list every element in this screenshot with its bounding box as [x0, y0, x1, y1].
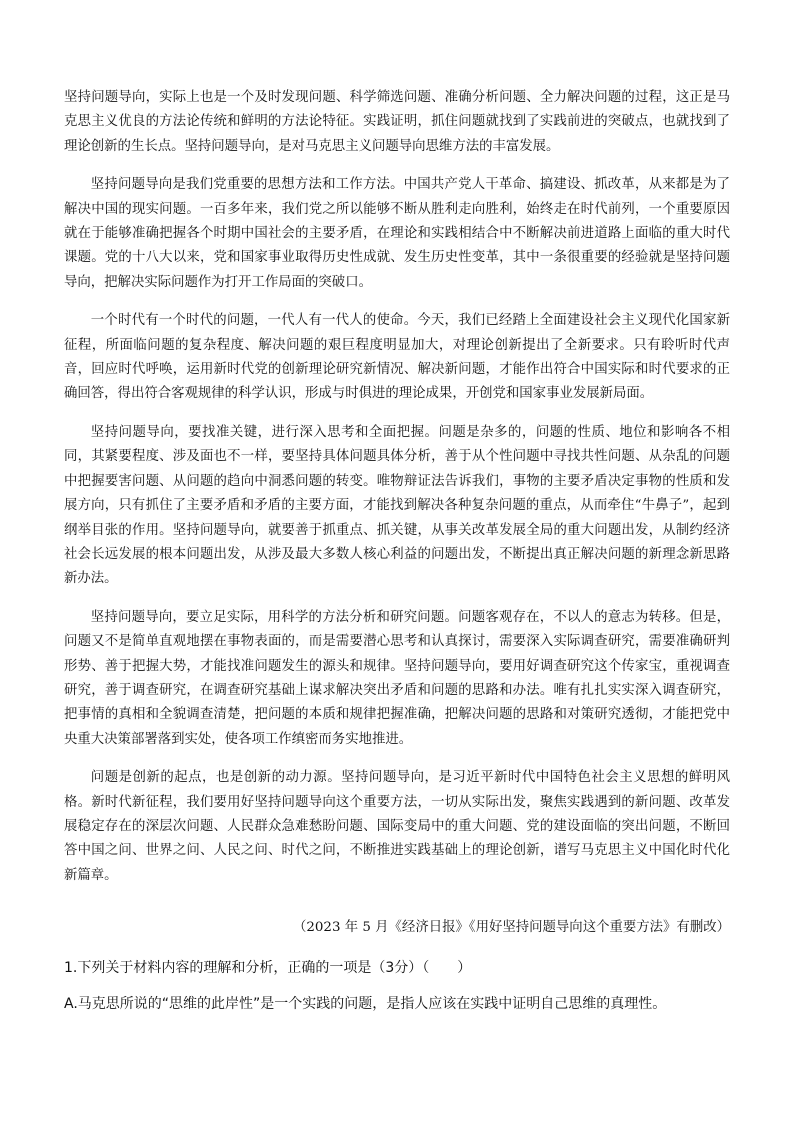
paragraph-3: 一个时代有一个时代的问题，一代人有一代人的使命。今天，我们已经踏上全面建设社会主义现代化国家新征程，所面临问题的复杂程度、解决问题的艰巨程度明显加大，对理论创新提出了全新要求。只有聆听时代声音，回应时代呼唤，运用新时代党的创新理论研究新情况、解决新问题，才能作出符合中国实际和时代要求的正确回答，得出符合客观规律的科学认识，形成与时俱进的理论成果，开创党和国家事业发展新局面。 [64, 313, 730, 402]
answer-option-a: A.马克思所说的“思维的此岸性”是一个实践的问题，是指人应该在实践中证明自己思维的真理性。 [64, 996, 667, 1012]
paragraph-6: 问题是创新的起点，也是创新的动力源。坚持问题导向，是习近平新时代中国特色社会主义思想的鲜明风格。新时代新征程，我们要用好坚持问题导向这个重要方法，一切从实际出发，聚焦实践遇到的新问题、改革发展稳定存在的深层次问题、人民群众急难愁盼问题、国际变局中的重大问题、党的建设面临的突出问题，不断回答中国之问、世界之问、人民之问、时代之问，不断推进实践基础上的理论创新，谱写马克思主义中国化时代化新篇章。 [64, 770, 730, 883]
source-citation: （2023 年 5 月《经济日报》《用好坚持问题导向这个重要方法》有删改） [293, 920, 730, 935]
paragraph-2: 坚持问题导向是我们党重要的思想方法和工作方法。中国共产党人干革命、搞建设、抓改革，从来都是为了解决中国的现实问题。一百多年来，我们党之所以能够不断从胜利走向胜利，始终走在时代前列，一个重要原因就在于能够准确把握各个时期中国社会的主要矛盾，在理论和实践相结合中不断解决前进道路上面临的重大时代课题。党的十八大以来，党和国家事业取得历史性成就、发生历史性变革，其中一条很重要的经验就是坚持问题导向，把解决实际问题作为打开工作局面的突破口。 [64, 177, 730, 290]
paragraph-5: 坚持问题导向，要立足实际，用科学的方法分析和研究问题。问题客观存在，不以人的意志为转移。但是，问题又不是简单直观地摆在事物表面的，而是需要潜心思考和认真探讨，需要深入实际调查研究，需要准确研判形势、善于把握大势，才能找准问题发生的源头和规律。坚持问题导向，要用好调查研究这个传家宝，重视调查研究，善于调查研究，在调查研究基础上谋求解决突出矛盾和问题的思路和办法。唯有扎扎实实深入调查研究，把事情的真相和全貌调查清楚，把问题的本质和规律把握准确，把解决问题的思路和对策研究透彻，才能把党中央重大决策部署落到实处，使各项工作缜密而务实地推进。 [64, 609, 730, 747]
paragraph-4: 坚持问题导向，要找准关键，进行深入思考和全面把握。问题是杂多的，问题的性质、地位和影响各不相同，其紧要程度、涉及面也不一样，要坚持具体问题具体分析，善于从个性问题中寻找共性问题、从杂乱的问题中把握要害问题、从问题的趋向中洞悉问题的转变。唯物辩证法告诉我们，事物的主要矛盾决定事物的性质和发展方向，只有抓住了主要矛盾和矛盾的主要方面，才能找到解决各种复杂问题的重点，从而牵住“牛鼻子”，起到纲举目张的作用。坚持问题导向，就要善于抓重点、抓关键，从事关改革发展全局的重大问题出发，从制约经济社会长远发展的根本问题出发，从涉及最大多数人核心利益的问题出发，不断提出真正解决问题的新理念新思路新办法。 [64, 424, 730, 587]
question-stem: 1.下列关于材料内容的理解和分析，正确的一项是（3分）（ ） [64, 960, 472, 976]
paragraph-1: 坚持问题导向，实际上也是一个及时发现问题、科学筛选问题、准确分析问题、全力解决问题的过程，这正是马克思主义优良的方法论传统和鲜明的方法论特征。实践证明，抓住问题就找到了实践前进的突破点，也就找到了理论创新的生长点。坚持问题导向，是对马克思主义问题导向思维方法的丰富发展。 [64, 90, 730, 154]
article-body [64, 86, 730, 902]
